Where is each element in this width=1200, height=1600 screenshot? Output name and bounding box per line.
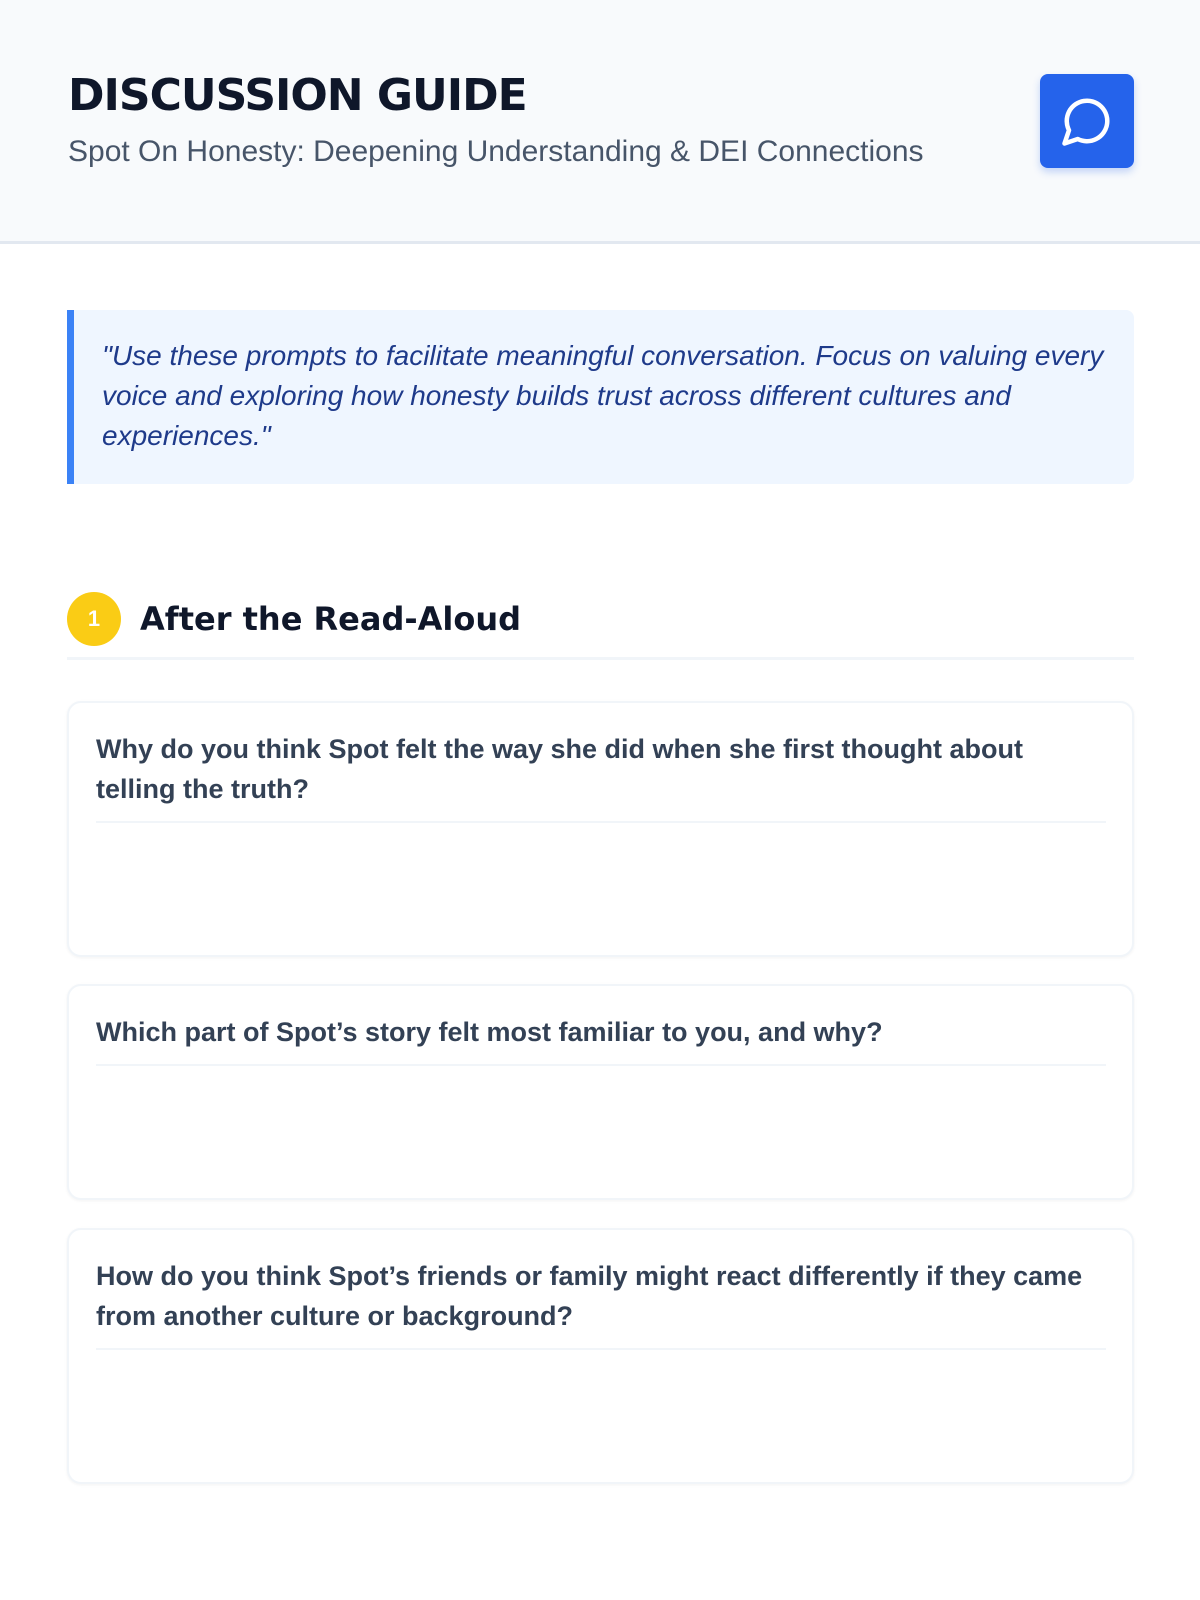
page-title: DISCUSSION GUIDE — [68, 70, 527, 121]
section-number-badge: 1 — [67, 592, 121, 646]
page-subtitle: Spot On Honesty: Deepening Understanding & DEI Connections — [68, 135, 924, 168]
section-title: After the Read-Aloud — [140, 600, 522, 638]
question-card — [67, 984, 1134, 1200]
question-card — [67, 701, 1134, 957]
intro-quote — [67, 310, 1134, 484]
chat-bubble-icon — [1040, 74, 1134, 168]
question-text: Why do you think Spot felt the way she did when she first thought about telling the truth? — [96, 729, 1106, 823]
question-card — [67, 1228, 1134, 1484]
page-header — [0, 0, 1200, 244]
section-header — [67, 590, 1134, 660]
question-text: Which part of Spot’s story felt most familiar to you, and why? — [96, 1012, 1106, 1066]
question-text: How do you think Spot’s friends or family might react differently if they came from another culture or background? — [96, 1256, 1106, 1350]
intro-quote-text: "Use these prompts to facilitate meaningful conversation. Focus on valuing every voice and exploring how honesty builds trust across different cultures and experiences." — [102, 340, 1104, 451]
